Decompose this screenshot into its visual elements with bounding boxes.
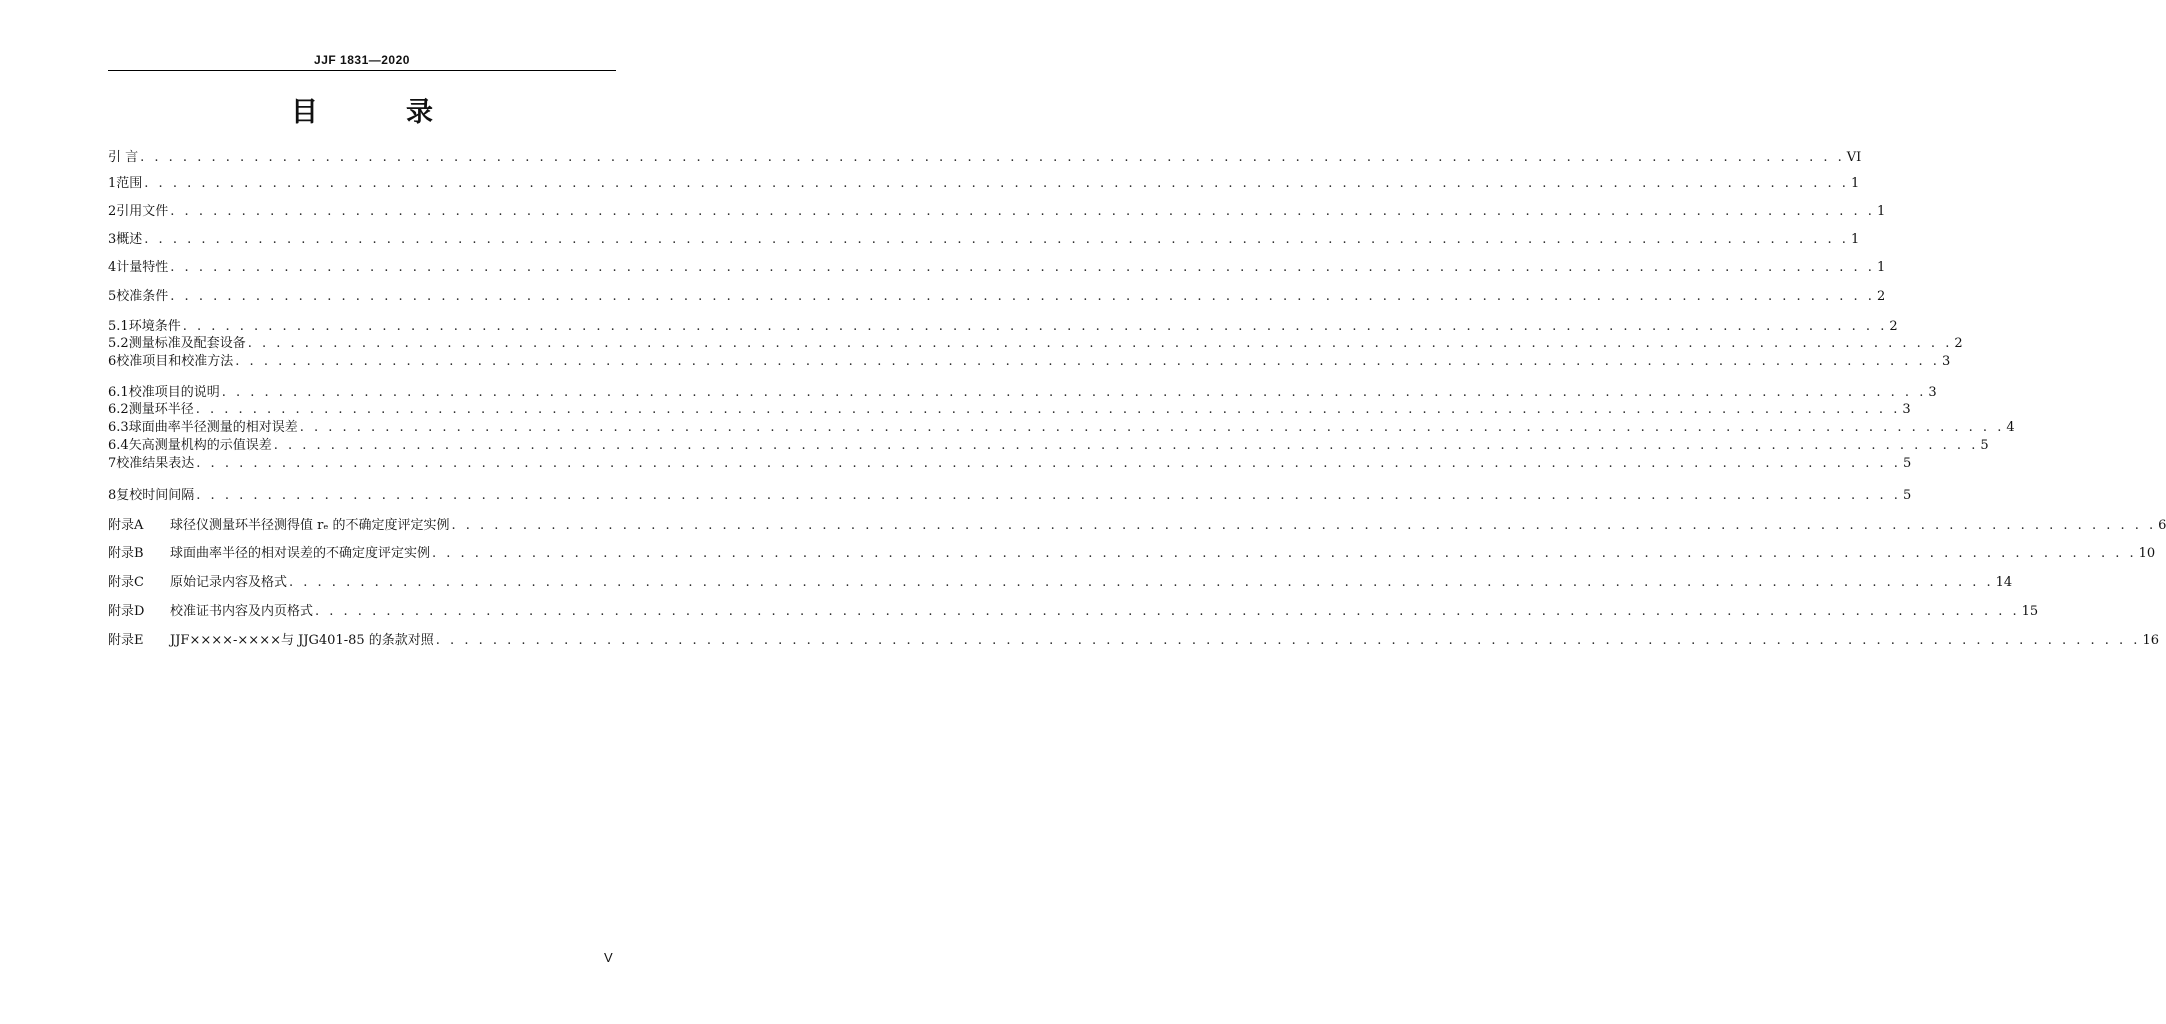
toc-leader-dots: . . . . . . . . . . . . . . . . . . . . . . . . . . . . . . . . . . . . . . . . . . . . . . . . . . . . . . . . . . . . . . . . . . . . . . . . . . . . . . . . . . . . . . . . . . . . . . . . . . . . . . . . . . . . . . . . . . . . . . . . — [221, 385, 1927, 400]
toc-item-number: 6.2 — [108, 402, 129, 417]
toc-item[interactable] — [108, 287, 1886, 307]
toc-leader-dots: . . . . . . . . . . . . . . . . . . . . . . . . . . . . . . . . . . . . . . . . . . . . . . . . . . . . . . . . . . . . . . . . . . . . . . . . . . . . . . . . . . . . . . . . . . . . . . . . . . . . . . . . . . . . . . . . . . . . . . . . — [247, 336, 1953, 351]
toc-item-page: 5 — [1902, 456, 1912, 471]
toc-item-page: 3 — [1941, 354, 1951, 369]
toc-item-page: VI — [1846, 150, 1862, 165]
toc-item-label: 概述 — [116, 232, 143, 247]
toc-item-number: 6.4 — [108, 438, 129, 453]
toc-leader-dots: . . . . . . . . . . . . . . . . . . . . . . . . . . . . . . . . . . . . . . . . . . . . . . . . . . . . . . . . . . . . . . . . . . . . . . . . . . . . . . . . . . . . . . . . . . . . . . . . . . . . . . . . . . . . . . . . . . . . . . . . — [196, 488, 1901, 503]
toc-item-page: 3 — [1902, 402, 1911, 417]
title-char-1: 目 — [291, 97, 318, 128]
toc-item[interactable] — [108, 258, 1886, 278]
toc-item-page: 1 — [1876, 260, 1886, 275]
toc-item-number: 5.2 — [108, 336, 129, 351]
toc-item-label: 校准结果表达 — [116, 456, 195, 471]
toc-item[interactable] — [108, 454, 1912, 474]
toc-item-number: 3 — [108, 232, 117, 247]
toc-item[interactable] — [108, 202, 1886, 222]
toc-item-label: 复校时间间隔 — [116, 488, 195, 503]
toc-item-number: 6.3 — [108, 420, 129, 435]
toc-item-label: 球面曲率半径的相对误差的不确定度评定实例 — [170, 546, 431, 561]
toc-item-page: 2 — [1954, 336, 1963, 351]
toc-item-number: 附录A — [108, 518, 144, 533]
toc-item[interactable] — [108, 174, 1860, 194]
toc-item-label: 原始记录内容及格式 — [170, 575, 288, 590]
toc-item[interactable] — [108, 148, 1862, 168]
page-number: V — [604, 950, 613, 965]
title-char-2: 录 — [406, 97, 433, 128]
toc-item-label: JJF××××-××××与 JJG401-85 的条款对照 — [170, 633, 434, 648]
toc-item-label: 计量特性 — [116, 260, 169, 275]
page-title — [0, 90, 724, 129]
toc-item[interactable] — [108, 418, 2015, 438]
toc-item-label: 环境条件 — [128, 319, 181, 334]
toc-item-label: 球面曲率半径测量的相对误差 — [128, 420, 298, 435]
toc-item-number: 引 言 — [108, 150, 139, 165]
toc-item-label: 范围 — [116, 176, 143, 191]
toc-leader-dots: . . . . . . . . . . . . . . . . . . . . . . . . . . . . . . . . . . . . . . . . . . . . . . . . . . . . . . . . . . . . . . . . . . . . . . . . . . . . . . . . . . . . . . . . . . . . . . . . . . . . . . . . . . . . . . . . . . . . . . . . — [140, 150, 1845, 165]
toc-item[interactable] — [108, 230, 1860, 250]
toc-item-number: 4 — [108, 260, 117, 275]
toc-leader-dots: . . . . . . . . . . . . . . . . . . . . . . . . . . . . . . . . . . . . . . . . . . . . . . . . . . . . . . . . . . . . . . . . . . . . . . . . . . . . . . . . . . . . . . . . . . . . . . . . . . . . . . . . . . . . . . . . . . . . . . . . — [182, 319, 1888, 334]
toc-item[interactable] — [108, 573, 2013, 593]
toc-item-page: 1 — [1876, 204, 1886, 219]
toc-item-label: 球径仪测量环半径测得值 rₑ 的不确定度评定实例 — [170, 518, 450, 533]
toc-leader-dots: . . . . . . . . . . . . . . . . . . . . . . . . . . . . . . . . . . . . . . . . . . . . . . . . . . . . . . . . . . . . . . . . . . . . . . . . . . . . . . . . . . . . . . . . . . . . . . . . . . . . . . . . . . . . . . . . . . . . . . . . — [299, 420, 2005, 435]
toc-item-page: 5 — [1902, 488, 1912, 503]
toc-item-number: 2 — [108, 204, 117, 219]
toc-item[interactable] — [108, 486, 1912, 506]
toc-item-page: 10 — [2138, 546, 2156, 561]
toc-leader-dots: . . . . . . . . . . . . . . . . . . . . . . . . . . . . . . . . . . . . . . . . . . . . . . . . . . . . . . . . . . . . . . . . . . . . . . . . . . . . . . . . . . . . . . . . . . . . . . . . . . . . . . . . . . . . . . . . . . . . . . . . — [195, 402, 1901, 417]
toc-item[interactable] — [108, 436, 1989, 456]
toc-item-page: 5 — [1980, 438, 1989, 453]
toc-leader-dots: . . . . . . . . . . . . . . . . . . . . . . . . . . . . . . . . . . . . . . . . . . . . . . . . . . . . . . . . . . . . . . . . . . . . . . . . . . . . . . . . . . . . . . . . . . . . . . . . . . . . . . . . . . . . . . . . . . . . . . . . — [315, 604, 2020, 619]
toc-item-number: 8 — [108, 488, 117, 503]
toc-item[interactable] — [108, 352, 1951, 372]
toc-item-label: 校准项目和校准方法 — [116, 354, 234, 369]
toc-item-number: 附录B — [108, 546, 144, 561]
toc-leader-dots: . . . . . . . . . . . . . . . . . . . . . . . . . . . . . . . . . . . . . . . . . . . . . . . . . . . . . . . . . . . . . . . . . . . . . . . . . . . . . . . . . . . . . . . . . . . . . . . . . . . . . . . . . . . . . . . . . . . . . . . . — [289, 575, 1994, 590]
toc-item-page: 16 — [2142, 633, 2159, 648]
toc-item[interactable] — [108, 631, 2159, 651]
toc-leader-dots: . . . . . . . . . . . . . . . . . . . . . . . . . . . . . . . . . . . . . . . . . . . . . . . . . . . . . . . . . . . . . . . . . . . . . . . . . . . . . . . . . . . . . . . . . . . . . . . . . . . . . . . . . . . . . . . . . . . . . . . . — [235, 354, 1940, 369]
toc-leader-dots: . . . . . . . . . . . . . . . . . . . . . . . . . . . . . . . . . . . . . . . . . . . . . . . . . . . . . . . . . . . . . . . . . . . . . . . . . . . . . . . . . . . . . . . . . . . . . . . . . . . . . . . . . . . . . . . . . . . . . . . . — [196, 456, 1901, 471]
toc-item-label: 引用文件 — [116, 204, 169, 219]
toc-leader-dots: . . . . . . . . . . . . . . . . . . . . . . . . . . . . . . . . . . . . . . . . . . . . . . . . . . . . . . . . . . . . . . . . . . . . . . . . . . . . . . . . . . . . . . . . . . . . . . . . . . . . . . . . . . . . . . . . . . . . . . . . — [451, 518, 2157, 533]
toc-leader-dots: . . . . . . . . . . . . . . . . . . . . . . . . . . . . . . . . . . . . . . . . . . . . . . . . . . . . . . . . . . . . . . . . . . . . . . . . . . . . . . . . . . . . . . . . . . . . . . . . . . . . . . . . . . . . . . . . . . . . . . . . — [170, 260, 1875, 275]
toc-item-page: 6 — [2158, 518, 2166, 533]
standard-code: JJF 1831—2020 — [314, 53, 410, 67]
toc-leader-dots: . . . . . . . . . . . . . . . . . . . . . . . . . . . . . . . . . . . . . . . . . . . . . . . . . . . . . . . . . . . . . . . . . . . . . . . . . . . . . . . . . . . . . . . . . . . . . . . . . . . . . . . . . . . . . . . . . . . . . . . . — [273, 438, 1979, 453]
toc-item[interactable] — [108, 544, 2156, 564]
toc-item-page: 15 — [2021, 604, 2039, 619]
toc-item-number: 5 — [108, 289, 117, 304]
toc-item-number: 7 — [108, 456, 117, 471]
toc-item-number: 5.1 — [108, 319, 129, 334]
toc-item-page: 2 — [1889, 319, 1898, 334]
toc-leader-dots: . . . . . . . . . . . . . . . . . . . . . . . . . . . . . . . . . . . . . . . . . . . . . . . . . . . . . . . . . . . . . . . . . . . . . . . . . . . . . . . . . . . . . . . . . . . . . . . . . . . . . . . . . . . . . . . . . . . . . . . . — [170, 204, 1875, 219]
toc-item-label: 校准项目的说明 — [128, 385, 220, 400]
toc-item-page: 3 — [1928, 385, 1937, 400]
toc-leader-dots: . . . . . . . . . . . . . . . . . . . . . . . . . . . . . . . . . . . . . . . . . . . . . . . . . . . . . . . . . . . . . . . . . . . . . . . . . . . . . . . . . . . . . . . . . . . . . . . . . . . . . . . . . . . . . . . . . . . . . . . . — [435, 633, 2141, 648]
toc-leader-dots: . . . . . . . . . . . . . . . . . . . . . . . . . . . . . . . . . . . . . . . . . . . . . . . . . . . . . . . . . . . . . . . . . . . . . . . . . . . . . . . . . . . . . . . . . . . . . . . . . . . . . . . . . . . . . . . . . . . . . . . . — [144, 232, 1849, 247]
toc-item-label: 矢高测量机构的示值误差 — [128, 438, 272, 453]
toc-item-page: 4 — [2006, 420, 2015, 435]
toc-item-page: 14 — [1995, 575, 2013, 590]
toc-item-label: 测量环半径 — [128, 402, 194, 417]
toc-item-number: 附录D — [108, 604, 145, 619]
toc-item[interactable] — [108, 334, 1963, 354]
header-rule — [108, 70, 616, 71]
toc-item-page: 1 — [1850, 232, 1860, 247]
toc-item[interactable] — [108, 516, 2166, 536]
toc-item-label: 校准条件 — [116, 289, 169, 304]
toc-leader-dots: . . . . . . . . . . . . . . . . . . . . . . . . . . . . . . . . . . . . . . . . . . . . . . . . . . . . . . . . . . . . . . . . . . . . . . . . . . . . . . . . . . . . . . . . . . . . . . . . . . . . . . . . . . . . . . . . . . . . . . . . — [170, 289, 1875, 304]
toc-item-label: 测量标准及配套设备 — [128, 336, 246, 351]
toc-item-number: 6 — [108, 354, 117, 369]
toc-item-label: 校准证书内容及内页格式 — [170, 604, 314, 619]
toc-item[interactable] — [108, 602, 2039, 622]
toc-item-number: 附录E — [108, 633, 144, 648]
toc-leader-dots: . . . . . . . . . . . . . . . . . . . . . . . . . . . . . . . . . . . . . . . . . . . . . . . . . . . . . . . . . . . . . . . . . . . . . . . . . . . . . . . . . . . . . . . . . . . . . . . . . . . . . . . . . . . . . . . . . . . . . . . . — [144, 176, 1849, 191]
toc-item-number: 1 — [108, 176, 117, 191]
toc-item-page: 1 — [1850, 176, 1860, 191]
toc-item[interactable] — [108, 400, 1911, 420]
toc-leader-dots: . . . . . . . . . . . . . . . . . . . . . . . . . . . . . . . . . . . . . . . . . . . . . . . . . . . . . . . . . . . . . . . . . . . . . . . . . . . . . . . . . . . . . . . . . . . . . . . . . . . . . . . . . . . . . . . . . . . . . . . . — [432, 546, 2137, 561]
toc-item-page: 2 — [1876, 289, 1886, 304]
toc-item-number: 附录C — [108, 575, 144, 590]
toc-item-number: 6.1 — [108, 385, 129, 400]
